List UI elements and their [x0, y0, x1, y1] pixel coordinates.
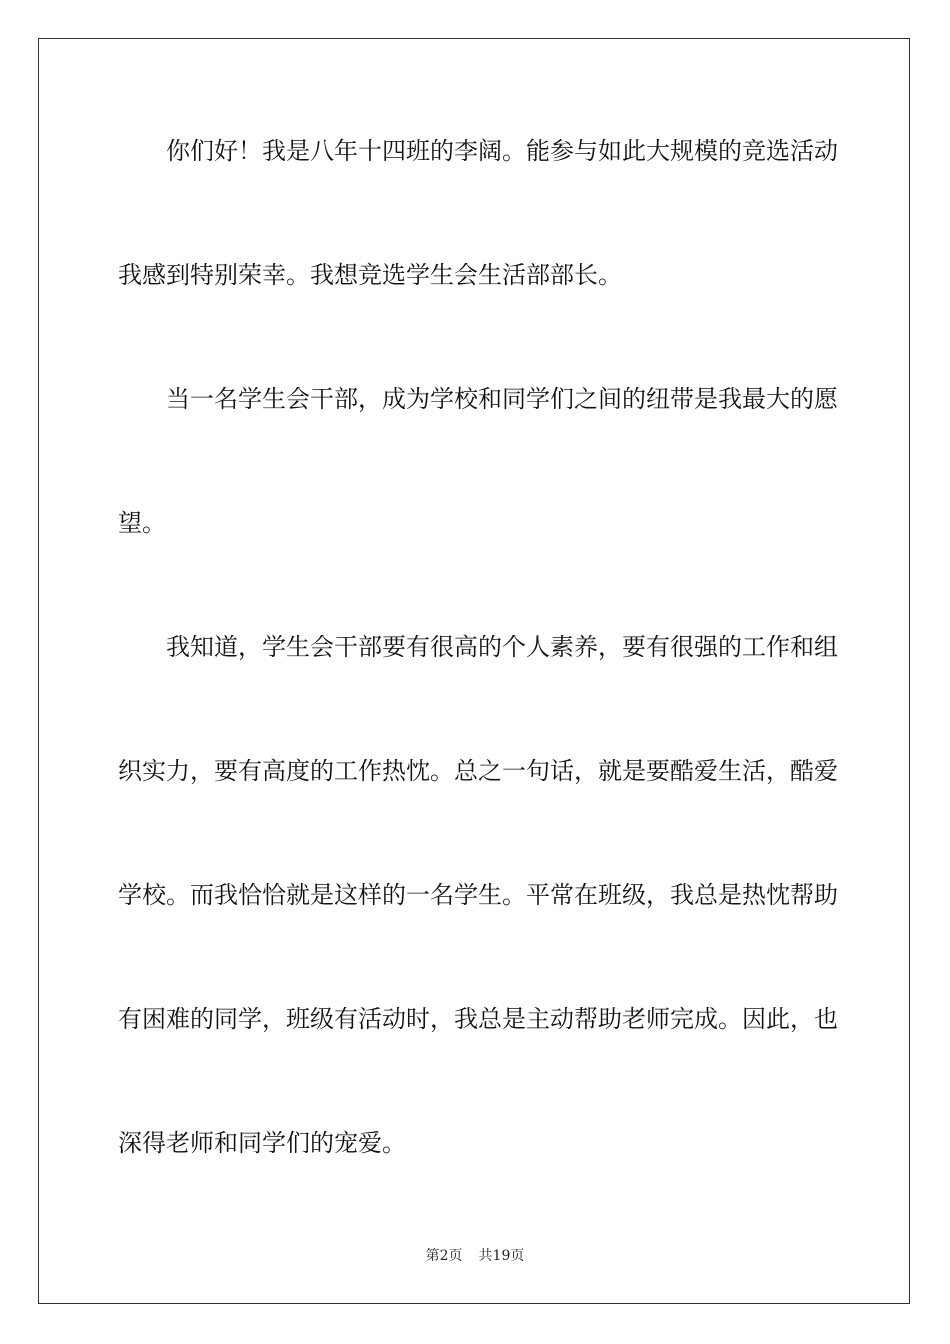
paragraph-2-line-1: 当一名学生会干部，成为学校和同学们之间的纽带是我最大的愿	[166, 385, 838, 413]
paragraph-3-line-5: 深得老师和同学们的宠爱。	[118, 1129, 406, 1157]
paragraph-3-line-3: 学校。而我恰恰就是这样的一名学生。平常在班级，我总是热忱帮助	[118, 881, 838, 909]
page-border	[38, 38, 910, 1304]
paragraph-1-line-2: 我感到特别荣幸。我想竞选学生会生活部部长。	[118, 261, 622, 289]
paragraph-3-line-2: 织实力，要有高度的工作热忱。总之一句话，就是要酷爱生活，酷爱	[118, 757, 838, 785]
paragraph-3-line-1: 我知道，学生会干部要有很高的个人素养，要有很强的工作和组	[166, 633, 838, 661]
page-number: 第2页	[425, 1248, 463, 1264]
paragraph-1-line-1: 你们好！我是八年十四班的李阔。能参与如此大规模的竞选活动	[166, 137, 838, 165]
page-footer	[0, 1246, 950, 1266]
paragraph-3-line-4: 有困难的同学，班级有活动时，我总是主动帮助老师完成。因此，也	[118, 1005, 838, 1033]
paragraph-2-line-2: 望。	[118, 509, 166, 537]
page-total: 共19页	[478, 1248, 525, 1264]
